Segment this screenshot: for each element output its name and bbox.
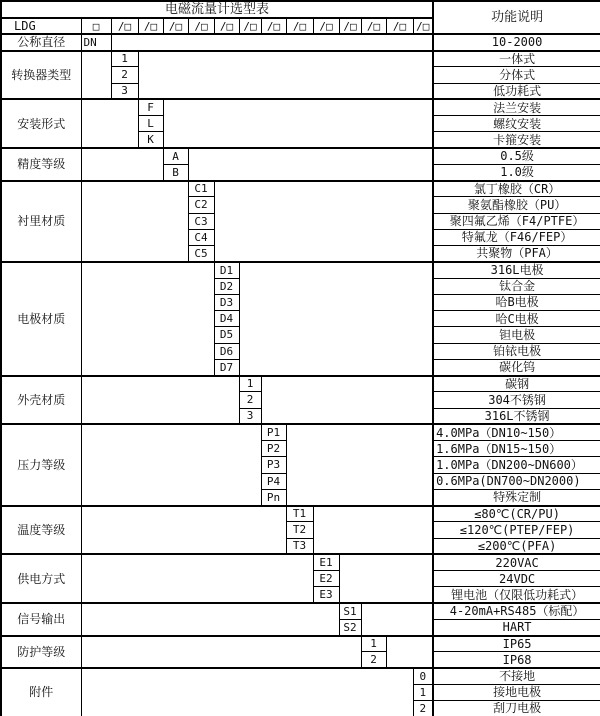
option-code-cell: Pn [261,489,286,505]
option-desc-cell: 1.6MPa（DN15~150） [433,441,600,457]
section-label: 防护等级 [1,636,81,669]
spacer-cell [111,34,433,50]
section-label: 安装形式 [1,99,81,148]
option-desc-cell: 共聚物（PFA） [433,246,600,262]
option-row [1,262,600,278]
spacer-cell [81,148,163,181]
dn-code-cell: DN [81,34,111,50]
function-column-header: 功能说明 [433,1,600,34]
option-desc-cell: 4-20mA+RS485（标配） [433,603,600,619]
option-row [1,51,600,67]
option-code-cell: D2 [214,278,239,294]
option-desc-cell: 碳化钨 [433,359,600,375]
code-slot: /□ [413,18,433,34]
option-code-cell: B [163,164,188,180]
option-row [1,668,600,684]
option-code-cell: E1 [313,554,339,570]
code-slot: /□ [361,18,386,34]
spacer-cell [286,424,433,505]
code-slot: /□ [138,18,163,34]
option-desc-cell: 1.0MPa（DN200~DN600） [433,457,600,473]
spacer-cell [81,376,239,425]
option-desc-cell: 4.0MPa（DN10~150） [433,424,600,440]
option-desc-cell: 24VDC [433,571,600,587]
option-desc-cell: 法兰安装 [433,99,600,115]
spacer-cell [214,181,433,262]
option-row [1,99,600,115]
option-code-cell: 2 [111,67,138,83]
spacer-cell [261,376,433,425]
option-desc-cell: 0.6MPa(DN700~DN2000) [433,473,600,489]
option-desc-cell: 316L电极 [433,262,600,278]
code-slot: /□ [163,18,188,34]
spacer-cell [81,636,361,669]
option-code-cell: T2 [286,522,313,538]
table-title: 电磁流量计选型表 [1,1,433,18]
option-desc-cell: 1.0级 [433,164,600,180]
option-code-cell: P4 [261,473,286,489]
spacer-cell [361,603,433,636]
option-desc-cell: 哈C电极 [433,311,600,327]
code-slot-dn: □ [81,18,111,34]
code-slot: /□ [313,18,339,34]
option-desc-cell: IP68 [433,652,600,668]
option-desc-cell: ≤200℃(PFA) [433,538,600,554]
option-desc-cell: 304不锈钢 [433,392,600,408]
option-desc-cell: 特殊定制 [433,489,600,505]
header-row [1,1,600,18]
option-code-cell: F [138,99,163,115]
section-label: 附件 [1,668,81,716]
option-code-cell: 1 [413,684,433,700]
option-desc-cell: 铂铱电极 [433,343,600,359]
spacer-cell [81,668,413,716]
spacer-cell [138,51,433,100]
spacer-cell [163,99,433,148]
option-desc-cell: 钛合金 [433,278,600,294]
code-slot: /□ [261,18,286,34]
option-code-cell: S2 [339,619,361,635]
spacer-cell [81,262,214,376]
spacer-cell [81,181,188,262]
option-code-cell: E3 [313,587,339,603]
option-code-cell: C1 [188,181,214,197]
option-desc-cell: 碳钢 [433,376,600,392]
option-code-cell: A [163,148,188,164]
option-desc-cell: 锂电池（仅限低功耗式） [433,587,600,603]
option-code-cell: 0 [413,668,433,684]
option-desc-cell: 316L不锈钢 [433,408,600,424]
option-row [1,506,600,522]
option-code-cell: P2 [261,441,286,457]
option-code-cell: S1 [339,603,361,619]
option-desc-cell: 特氟龙（F46/FEP） [433,229,600,245]
section-label: 衬里材质 [1,181,81,262]
option-desc-cell: 10-2000 [433,34,600,50]
option-desc-cell: 聚氨酯橡胶（PU） [433,197,600,213]
option-row [1,603,600,619]
code-slot: /□ [188,18,214,34]
option-code-cell: 1 [111,51,138,67]
option-code-cell: C2 [188,197,214,213]
option-code-cell: 3 [239,408,261,424]
code-slot: /□ [286,18,313,34]
option-desc-cell: 分体式 [433,67,600,83]
option-code-cell: 2 [239,392,261,408]
option-code-cell: K [138,132,163,148]
option-row [1,636,600,652]
spacer-cell [81,603,339,636]
option-code-cell: L [138,116,163,132]
code-slot: /□ [239,18,261,34]
option-row [1,181,600,197]
option-desc-cell: 聚四氟乙烯（F4/PTFE） [433,213,600,229]
option-row [1,424,600,440]
option-code-cell: D4 [214,311,239,327]
spacer-cell [81,99,138,148]
section-label: 压力等级 [1,424,81,505]
option-desc-cell: 刮刀电极 [433,701,600,716]
code-slot: /□ [386,18,413,34]
option-row [1,148,600,164]
option-code-cell: D7 [214,359,239,375]
option-code-cell: T1 [286,506,313,522]
option-code-cell: 3 [111,83,138,99]
option-row [1,34,600,50]
option-code-cell: P1 [261,424,286,440]
section-label: 供电方式 [1,554,81,603]
option-desc-cell: 不接地 [433,668,600,684]
code-slot: /□ [339,18,361,34]
option-desc-cell: IP65 [433,636,600,652]
option-desc-cell: 低功耗式 [433,83,600,99]
section-label: 精度等级 [1,148,81,181]
section-label: 电极材质 [1,262,81,376]
option-code-cell: D1 [214,262,239,278]
spacer-cell [313,506,433,555]
section-label: 转换器类型 [1,51,81,100]
option-code-cell: D6 [214,343,239,359]
option-code-cell: 1 [239,376,261,392]
code-slot: /□ [214,18,239,34]
option-desc-cell: 接地电极 [433,684,600,700]
option-desc-cell: HART [433,619,600,635]
option-desc-cell: 氯丁橡胶（CR） [433,181,600,197]
section-label: 外壳材质 [1,376,81,425]
option-code-cell: D5 [214,327,239,343]
option-code-cell: C4 [188,229,214,245]
option-code-cell: P3 [261,457,286,473]
option-desc-cell: 0.5级 [433,148,600,164]
code-slot: /□ [111,18,138,34]
option-desc-cell: ≤120℃(PTEP/FEP) [433,522,600,538]
option-code-cell: 2 [413,701,433,716]
spacer-cell [386,636,433,669]
spacer-cell [188,148,433,181]
option-desc-cell: ≤80℃(CR/PU) [433,506,600,522]
section-label: 信号输出 [1,603,81,636]
option-desc-cell: 哈B电极 [433,294,600,310]
spacer-cell [239,262,433,376]
option-code-cell: C5 [188,246,214,262]
option-desc-cell: 螺纹安装 [433,116,600,132]
option-row [1,554,600,570]
option-code-cell: C3 [188,213,214,229]
spacer-cell [81,424,261,505]
option-desc-cell: 钽电极 [433,327,600,343]
option-desc-cell: 220VAC [433,554,600,570]
section-label: 温度等级 [1,506,81,555]
option-desc-cell: 卡箍安装 [433,132,600,148]
option-desc-cell: 一体式 [433,51,600,67]
model-prefix: LDG [1,18,81,34]
option-code-cell: T3 [286,538,313,554]
spacer-cell [81,506,286,555]
spacer-cell [81,554,313,603]
spacer-cell [81,51,111,100]
section-label: 公称直径 [1,34,81,50]
option-code-cell: 1 [361,636,386,652]
option-row [1,376,600,392]
spacer-cell [339,554,433,603]
option-code-cell: 2 [361,652,386,668]
option-code-cell: E2 [313,571,339,587]
option-code-cell: D3 [214,294,239,310]
